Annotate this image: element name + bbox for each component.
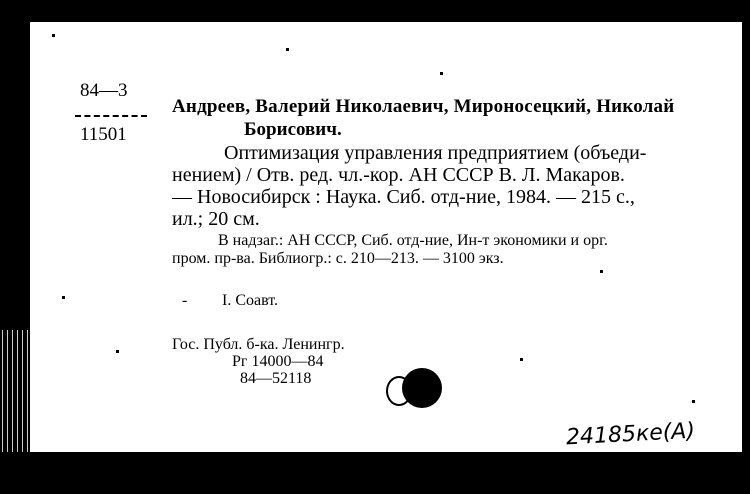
authors-heading-continued: Борисович. [244,119,342,140]
inventory-number: 11501 [80,124,127,145]
library-name: Гос. Публ. б-ка. Ленингр. [172,336,345,353]
speck [440,72,443,75]
speck [692,400,695,403]
library-record-number: 84—52118 [240,370,312,387]
handwritten-note: 24185ке(А) [565,418,696,451]
note-line-2: пром. пр-ва. Библиогр.: с. 210—213. — 3100 экз. [172,250,504,267]
speck [62,296,65,299]
note-line-1: В надзаг.: АН СССР, Сиб. отд-ние, Ин-т экономики и орг. [218,232,608,249]
speck [286,48,289,51]
imprint-line: — Новосибирск : Наука. Сиб. отд-ние, 1984. — 215 с., [172,186,635,208]
tracing-mark: - [182,292,188,309]
speck [116,350,119,353]
title-line-2: нением) / Отв. ред. чл.-кор. АН СССР В. Л. Макаров. [172,164,625,186]
title-line-1: Оптимизация управления предприятием (объеди- [224,142,647,164]
speck [600,270,603,273]
classification-number: 84—3 [80,80,128,101]
speck [520,358,523,361]
ink-blot [402,368,442,408]
classification-divider [75,115,147,117]
tracing: I. Соавт. [222,292,279,309]
authors-heading: Андреев, Валерий Николаевич, Мироносецкий, Николай [172,96,675,117]
speck [52,34,55,37]
physical-description: ил.; 20 см. [172,208,260,230]
library-code: Рг 14000—84 [232,353,324,370]
scan-border-bottom [0,452,750,494]
